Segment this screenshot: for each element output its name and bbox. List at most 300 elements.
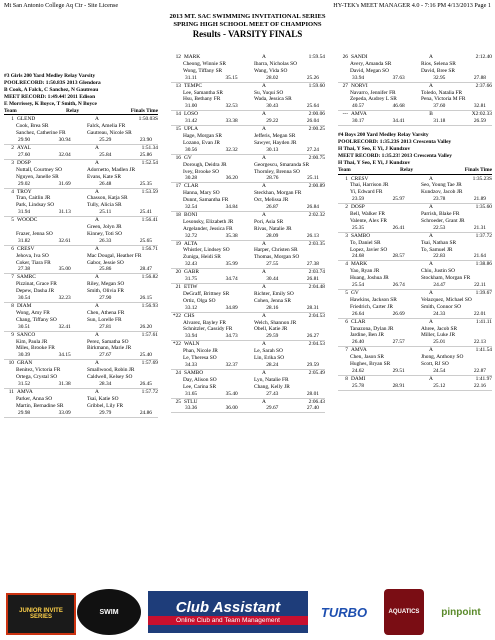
swimmers-row (338, 218, 492, 225)
swim-logo[interactable] (77, 589, 141, 635)
pinpoint-text: pinpoint (441, 606, 481, 618)
split-time: 25.40 (139, 352, 152, 359)
club-assistant-ad[interactable] (148, 591, 308, 633)
swimmer-3: Sanchez, Catherine FR (16, 130, 66, 137)
relay-letter: A (95, 360, 99, 367)
split-time: 27.90 (99, 295, 112, 302)
split-time: 26.13 (306, 232, 319, 239)
relay-letter: A (429, 54, 433, 60)
split-time: 32.41 (58, 323, 71, 330)
split-time: 28.09 (266, 232, 279, 239)
place: 3 (11, 159, 14, 166)
finals-time: X2:02.33 (471, 111, 492, 118)
relay-entry (171, 155, 325, 184)
finals-time: 2:02.32 (308, 211, 325, 218)
swimmers-row (338, 247, 492, 254)
team-name: CRESV (17, 245, 35, 252)
entry-main-row (171, 155, 325, 162)
entry-main-row (4, 160, 158, 167)
swimmer-3: Argelander, Jessica FR (183, 225, 233, 232)
swimmer-2: Su, Yuqui SO (254, 89, 284, 96)
swimmer-4: Gabor, Jessie SO (87, 259, 124, 266)
split-time: 25.65 (139, 237, 152, 244)
relay-letter: A (429, 261, 433, 268)
place: 1 (11, 116, 14, 123)
entry-main-row (171, 241, 325, 248)
swimmers-row (171, 355, 325, 362)
team-name: GV (351, 290, 359, 296)
junior-invite-text: JUNIOR INVITE SERIES (19, 608, 63, 620)
splits-row (171, 362, 325, 370)
relay-letter: A (429, 175, 433, 182)
split-time: 27.38 (306, 261, 319, 268)
team-name: CLAR (184, 183, 199, 190)
swimmers-row (338, 304, 492, 311)
results-table-header (338, 167, 492, 175)
split-time: 28.47 (139, 266, 152, 273)
finals-time: 1:39.67 (475, 290, 492, 296)
relay-letter: A (262, 398, 266, 405)
split-time: 30.51 (18, 323, 31, 330)
swimmer-4: Wada, Jessica SR (254, 96, 292, 103)
swimmer-1: Day, Alison SO (183, 376, 217, 383)
swimmer-2: Falck, Amelia FR (87, 123, 126, 130)
split-time: 32.81 (473, 103, 486, 110)
splits-row (4, 352, 158, 360)
swimmer-3: Ortiz, Olga SO (183, 297, 216, 304)
split-time: 26.64 (352, 310, 365, 317)
split-time: 37.63 (392, 74, 405, 81)
team-name: GABR (184, 269, 199, 276)
pool-record: POOLRECORD: 1:50.83S 2013 Glendora (4, 79, 101, 86)
relay-letter: A (429, 82, 433, 89)
split-time: 26.15 (139, 295, 152, 302)
place: 9 (11, 331, 14, 338)
relay-entry (171, 370, 325, 399)
split-time: 25.86 (99, 266, 112, 273)
swimmer-2: Green, Jolyn JR (87, 224, 122, 231)
split-time: 29.90 (18, 137, 31, 144)
split-time: 25.97 (392, 196, 405, 203)
splits-row (171, 305, 325, 313)
place: 2 (11, 145, 14, 152)
splits-row (338, 311, 492, 319)
finals-time: 1:57.69 (141, 360, 158, 367)
place: 2 (345, 204, 348, 211)
swimmer-3: Frazer, Jenna SO (16, 230, 53, 237)
junior-invite-logo[interactable] (6, 593, 76, 635)
col-header-finals-time: Finals Time (130, 107, 158, 114)
place: 6 (345, 318, 348, 325)
swimmers-row (4, 403, 158, 410)
entry-main-row (338, 111, 492, 118)
swimmer-1: Navarro, Jennifer FR (350, 89, 396, 96)
results-column-3 (338, 54, 492, 391)
split-time: 29.59 (266, 333, 279, 340)
finals-time: 2:00.25 (308, 126, 325, 133)
team-name: NORVI (351, 82, 368, 89)
swimmer-1: Hage, Morgan SR (183, 132, 222, 139)
team-name: AYAL (17, 145, 31, 152)
swimmers-row (4, 224, 158, 231)
split-time: 30.56 (185, 146, 198, 153)
split-time: 25.54 (352, 282, 365, 289)
swimmer-1: Thai, Harrison JR (350, 182, 389, 189)
relay-letter: A (262, 369, 266, 376)
event-4-title: #4 Boys 200 Yard Medley Relay Varsity (338, 132, 429, 139)
split-time: 28.57 (392, 253, 405, 260)
team-name: SAMBO (351, 232, 371, 239)
team-name: DOSP (17, 159, 31, 166)
swimmers-row (338, 268, 492, 275)
relay-entry (338, 376, 492, 391)
split-time: 32.04 (58, 151, 71, 158)
swimmer-4: Smith, Olivia FR (87, 288, 124, 295)
splits-row (171, 204, 325, 212)
split-time: 28.91 (392, 382, 405, 389)
split-time: 25.11 (307, 175, 319, 182)
team-name: GLEND (17, 116, 36, 123)
swimmer-2: Georgescu, Smaranda SR (254, 161, 310, 168)
swimmers-row (338, 240, 492, 247)
split-time: 26.40 (352, 339, 365, 346)
split-time: 25.84 (99, 151, 112, 158)
splits-row (4, 381, 158, 389)
entry-main-row (338, 319, 492, 326)
relay-letter: A (262, 111, 266, 118)
pinpoint-logo[interactable] (430, 591, 492, 633)
entry-main-row (171, 399, 325, 406)
place: --- (342, 111, 348, 118)
split-time: 28.31 (306, 304, 319, 311)
relay-entry (338, 111, 492, 126)
split-time: 29.98 (18, 409, 31, 416)
splits-row (338, 339, 492, 347)
swimmer-3: Ivey, Brooke SO (183, 168, 220, 175)
swimmer-3: Schnitzler, Cassidy FR (183, 326, 233, 333)
relay-entry (4, 389, 158, 418)
swimmers-row (171, 96, 325, 103)
finals-time: 2:00.06 (308, 111, 325, 118)
swimmers-row (4, 310, 158, 317)
split-time: 31.65 (185, 390, 198, 397)
swimmer-1: Lesonsky, Elizabeth JR (183, 218, 234, 225)
swimmer-4: Schroeder, Grant JR (421, 217, 465, 224)
swimmer-2: Tsai, Nathan SR (421, 239, 457, 246)
split-time: 31.00 (185, 103, 198, 110)
relay-entry (171, 241, 325, 270)
swimmer-1: Cheong, Winnie SR (183, 60, 226, 67)
swimmer-1: Bell, Walker FR (350, 211, 385, 218)
swimmer-3: Zepeda, Audrey L SR (350, 96, 397, 103)
relay-letter: A (429, 204, 433, 211)
place: 7 (345, 347, 348, 354)
swimmers-row (338, 61, 492, 68)
entry-main-row (171, 111, 325, 118)
split-time: 27.57 (392, 339, 405, 346)
entry-main-row (171, 370, 325, 377)
swimmer-3: Depew, Dasha JR (16, 288, 55, 295)
swimmer-3: Coker, Tiara FR (16, 259, 51, 266)
entry-main-row (171, 83, 325, 90)
swimmer-2: Tsai, Katie SO (87, 395, 119, 402)
swimmer-3: Martin, Bernadine SR (16, 402, 64, 409)
relay-letter: A (262, 154, 266, 161)
swimmer-2: Parrish, Blake FR (421, 211, 460, 218)
place: 4 (11, 188, 14, 195)
swimmer-1: Whistler, Lindsey SO (183, 247, 230, 254)
relay-entry (171, 183, 325, 212)
team-name: CHS (184, 312, 195, 319)
relay-entry (171, 284, 325, 313)
finals-time: 1:35.60 (475, 204, 492, 211)
split-time: 29.02 (18, 180, 31, 187)
split-time: 24.54 (433, 367, 446, 374)
split-time: 28.16 (266, 304, 279, 311)
finals-time: 1:57.72 (141, 388, 158, 395)
split-time: 26.48 (99, 180, 112, 187)
meet-record-swimmers: H Thai, Y Seo, E Yi, J Kundzov (338, 159, 411, 166)
swimmers-row (171, 197, 325, 204)
split-time: 30.44 (266, 276, 279, 283)
splits-row (4, 295, 158, 303)
relay-letter: B (429, 111, 433, 118)
relay-letter: A (95, 303, 99, 309)
swimmer-1: Tanazona, Dylan JR (350, 325, 394, 332)
finals-time: 2:37.66 (475, 82, 492, 89)
entry-main-row (4, 360, 158, 367)
split-time: 26.45 (139, 380, 152, 387)
swimmer-2: Adornetto, Madlen JR (87, 166, 136, 173)
split-time: 22.01 (473, 310, 486, 317)
swimmer-4: Birkmann, Marie JR (87, 345, 132, 352)
split-time: 30.28 (185, 175, 198, 182)
relay-entry (338, 83, 492, 112)
team-name: AMVA (17, 388, 33, 395)
split-time: 35.40 (225, 390, 238, 397)
swimmer-4: Stockham, Morgan FR (421, 275, 471, 282)
splits-row (171, 175, 325, 183)
team-name: SAMRC (17, 274, 36, 281)
split-time: 31.75 (185, 276, 198, 283)
place: 6 (11, 245, 14, 252)
entry-main-row (338, 376, 492, 383)
entry-main-row (4, 274, 158, 281)
swimmer-1: Parker, Anna SO (16, 395, 53, 402)
swimmer-1: Benitez, Victoria FR (16, 367, 61, 374)
meet-record: MEET RECORD: 1:35.23! 2013 Crescenta Valley (338, 152, 452, 159)
swimmers-row (171, 90, 325, 97)
swimmer-1: Hawkins, Jackson SR (350, 296, 397, 303)
place: 21 (175, 284, 181, 290)
swimmer-4: Smith, Connor SO (421, 303, 461, 310)
relay-entry (338, 319, 492, 348)
results-table-header (4, 108, 158, 116)
place: 10 (8, 360, 14, 367)
col-header-team: Team (4, 107, 17, 114)
splits-row (338, 225, 492, 233)
swimmer-3: Wong, Tiffany SR (183, 67, 223, 74)
relay-entry (4, 160, 158, 189)
software-info-text: HY-TEK's MEET MANAGER 4.0 - 7:16 PM 4/13/2013 Page 1 (333, 2, 491, 9)
relay-entry (338, 347, 492, 376)
swimmer-2: Chiu, Justin SO (421, 268, 455, 275)
split-time: 27.60 (18, 151, 31, 158)
swimmer-4: Kinney, Toti SO (87, 230, 122, 237)
split-time: 24.62 (352, 367, 365, 374)
split-time: 32.95 (433, 74, 446, 81)
swimmer-1: Dorough, Deidra JR (183, 161, 227, 168)
swimmer-4: Kundzov, Jacob JR (421, 189, 463, 196)
finals-time: 2:05.49 (308, 369, 325, 376)
swimmer-1: Tran, Caitlin JR (16, 195, 51, 202)
relay-letter: A (262, 126, 266, 133)
club-assistant-title: Club Assistant (175, 599, 281, 616)
place: 17 (175, 183, 181, 190)
swimmers-row (4, 281, 158, 288)
turbo-logo[interactable] (316, 595, 372, 629)
split-time: 23.78 (433, 196, 446, 203)
swimmer-2: Toledo, Natalia FR (421, 89, 463, 96)
split-time: 26.41 (392, 224, 405, 231)
swimmers-row (171, 298, 325, 305)
swimmers-row (4, 260, 158, 267)
finals-time: 1:53.59 (141, 188, 158, 195)
place: 19 (175, 240, 181, 247)
swimmer-3: Lozano, Evan JR (183, 139, 220, 146)
swimmer-2: Richter, Emily SO (254, 290, 294, 297)
swimmers-row (171, 254, 325, 261)
relay-entry (171, 399, 325, 414)
split-time: 36.00 (225, 405, 238, 412)
swimmer-4: Sun, Lorelle FR (87, 316, 122, 323)
meet-titles (0, 13, 495, 39)
swimmers-row (338, 361, 492, 368)
split-time: 31.11 (185, 74, 197, 81)
split-time: 33.94 (352, 74, 365, 81)
results-title: Results - VARSITY FINALS (192, 29, 303, 39)
swimmer-3: David, Megan SO (350, 67, 390, 74)
split-time: 26.33 (99, 237, 112, 244)
swimmer-4: To, Samuel JR (421, 246, 453, 253)
entry-main-row (338, 83, 492, 90)
swimmer-2: Velazquez, Michael SO (421, 296, 472, 303)
relay-letter: A (262, 183, 266, 190)
split-time: 31.82 (18, 237, 31, 244)
swimmer-3: Lee, Carina SR (183, 383, 217, 390)
team-name: SANCO (17, 331, 36, 338)
relay-entry (4, 145, 158, 160)
place: 12 (175, 54, 181, 60)
meet-name-title: SPRING HIGH SCHOOL MEET OF CHAMPIONS (173, 21, 322, 28)
split-time: 30.43 (266, 103, 279, 110)
split-time: 23.59 (352, 196, 365, 203)
split-time: 24.68 (352, 253, 365, 260)
col-header-relay: Relay (66, 107, 80, 114)
swimmer-4: Gribbel, Lily FR (87, 402, 124, 409)
finals-time: 1:35.23S (472, 175, 492, 182)
split-time: 26.27 (306, 333, 319, 340)
split-time: 26.87 (266, 204, 279, 211)
swimmer-2: Mac Dougal, Heather FR (87, 252, 142, 259)
entry-main-row (338, 54, 492, 61)
finals-time: 1:38.86 (475, 261, 492, 268)
team-name: LOSO (184, 111, 199, 118)
relay-letter: A (429, 318, 433, 325)
relay-entry (171, 269, 325, 284)
place: 3 (345, 232, 348, 239)
split-time: 25.12 (433, 382, 446, 389)
split-time: 34.15 (58, 352, 71, 359)
swimmers-row (4, 367, 158, 374)
swimmer-2: Jefferis, Megan SR (254, 132, 296, 139)
team-name: STLU (184, 398, 198, 405)
split-time: 27.67 (99, 352, 112, 359)
swimmer-1: Jehova, Iva SO (16, 252, 49, 259)
split-time: 26.04 (306, 118, 319, 125)
splits-row (338, 368, 492, 376)
split-time: 32.37 (225, 361, 238, 368)
relay-entry (338, 290, 492, 319)
split-time: 26.74 (392, 282, 405, 289)
entry-main-row (4, 332, 158, 339)
swimmer-4: Thornley, Brenna SO (254, 168, 300, 175)
swimmers-row (338, 332, 492, 339)
swimmer-2: Perez, Samatha SO (87, 338, 129, 345)
split-time: 31.42 (185, 118, 198, 125)
place: 16 (175, 154, 181, 161)
swimmers-row (4, 345, 158, 352)
swimmer-1: Avery, Amanda SR (350, 60, 392, 67)
entry-main-row (171, 269, 325, 276)
split-time: 32.72 (185, 232, 198, 239)
split-time: 26.84 (306, 204, 319, 211)
place: 7 (11, 274, 14, 281)
place: 11 (8, 388, 14, 395)
pool-record-swimmers: H Thai, Y Seo, E Yi, J Kundzov (338, 145, 411, 152)
split-time: 34.89 (225, 304, 238, 311)
col-header-finals-time: Finals Time (464, 166, 492, 173)
split-time: 32.23 (58, 295, 71, 302)
finals-time: 2:04.53 (308, 341, 325, 348)
split-time: 27.43 (266, 390, 279, 397)
split-time: 27.38 (18, 266, 31, 273)
team-name: GV (184, 154, 192, 161)
split-time: 25.35 (139, 180, 152, 187)
entry-main-row (338, 233, 492, 240)
split-time: 28.02 (266, 74, 279, 81)
place: *22 (172, 312, 181, 319)
col-header-relay: Relay (400, 166, 414, 173)
swimmers-row (338, 297, 492, 304)
split-time: 25.86 (139, 151, 152, 158)
entry-main-row (171, 313, 325, 320)
swimmer-4: Wang, Vida SO (254, 67, 288, 74)
aquatics-logo[interactable] (384, 589, 424, 635)
team-name: AMVA (351, 111, 367, 118)
swimmers-row (171, 68, 325, 75)
split-time: 30.17 (352, 118, 365, 125)
swimmer-2: Chasson, Katja SR (87, 195, 128, 202)
relay-entry (4, 246, 158, 275)
split-time: 33.12 (185, 304, 198, 311)
splits-row (171, 276, 325, 284)
entry-main-row (4, 303, 158, 310)
finals-time: 1:56.71 (141, 245, 158, 252)
split-time: 31.13 (58, 209, 71, 216)
relay-entry (338, 176, 492, 205)
splits-row (4, 266, 158, 274)
